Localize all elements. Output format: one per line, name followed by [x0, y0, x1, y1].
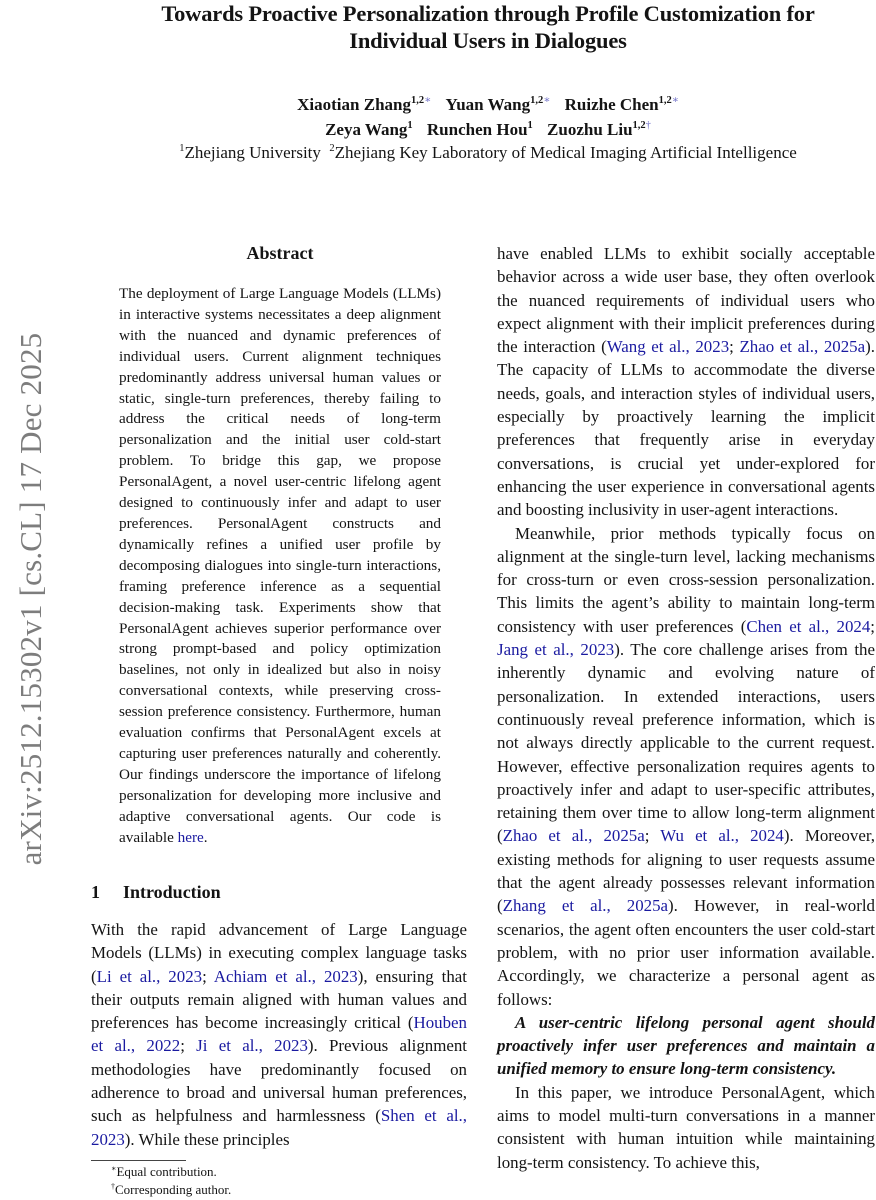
text-run: ; — [202, 966, 214, 986]
affil-sup: 1 — [179, 143, 185, 154]
affil-number: 1,2 — [530, 95, 544, 106]
footnote — [111, 1181, 451, 1199]
citation-link[interactable]: Shen et al., 2023 — [91, 1106, 467, 1149]
footnote-text: Equal contribution. — [116, 1164, 217, 1179]
section-title: Introduction — [123, 882, 221, 902]
author-name: Zeya Wang — [325, 120, 408, 139]
citation-link[interactable]: Wang et al., 2023 — [606, 337, 730, 357]
text-run: Meanwhile, prior methods typically focus on alignment at the single-turn level, lacking mechanisms for cross-turn or even cross-session personalization. This limits the agent’s ability to maintain long-term consistency with user preferences ( — [497, 523, 875, 636]
agent-definition-claim: A user-centric lifelong personal agent should proactively infer user preferences and maintain a unified memory to ensure long-term consistency. — [497, 1012, 875, 1079]
code-link[interactable]: here — [177, 828, 204, 846]
citation-link[interactable]: Li et al., 2023 — [96, 966, 203, 986]
author-affil-sup — [633, 120, 651, 131]
footnote-text: Corresponding author. — [115, 1182, 232, 1197]
author — [297, 95, 431, 114]
footnote-mark[interactable]: † — [645, 120, 651, 131]
author-name: Zuozhu Liu — [547, 120, 633, 139]
author-name: Runchen Hou — [426, 120, 528, 139]
author-name: Yuan Wang — [445, 95, 531, 114]
citation-link[interactable]: Zhang et al., 2025a — [502, 896, 669, 916]
text-run: ; — [729, 337, 740, 357]
section-number: 1 — [91, 882, 100, 902]
text-run: ). However, in real-world scenarios, the agent often encounters the user cold-start problem, with no prior user information available. Accordingly, we characterize a personal agent as follows: — [497, 896, 875, 1009]
text-run: ). The capacity of LLMs to accommodate the diverse needs, goals, and interaction styles of individual users, especially by proactively learning the implicit preferences that frequently arise in everyday conversations, is crucial yet under-explored for enhancing the user experience in conversational agents and boosting inclusivity in user-agent interactions. — [497, 337, 875, 520]
title-line-2: Individual Users in Dialogues — [349, 28, 627, 53]
citation-link[interactable]: Jang et al., 2023 — [497, 640, 615, 660]
author-affil-sup — [530, 95, 550, 106]
abstract-body — [119, 284, 441, 848]
author — [446, 95, 551, 114]
footnote-mark[interactable]: ∗ — [424, 95, 432, 106]
text-run: ). Previous alignment methodologies have predominantly focused on adherence to broad and universal human preferences, such as helpfulness and harmlessness ( — [91, 1036, 467, 1126]
intro-paragraph-3: In this paper, we introduce PersonalAgent, which aims to model multi-turn conversations in a manner consistent with human intuition while maintaining long-term consistency. To achieve this, — [497, 1082, 875, 1172]
section-heading — [91, 880, 467, 904]
arxiv-stamp: arXiv:2512.15302v1 [cs.CL] 17 Dec 2025 — [13, 332, 48, 866]
author-row-1 — [100, 92, 876, 117]
citation-link[interactable]: Chen et al., 2024 — [746, 616, 871, 636]
author-affil-sup — [407, 120, 412, 131]
affil-number: 1 — [407, 120, 413, 131]
title-line-1: Towards Proactive Personalization through Profile Customization for — [161, 1, 815, 26]
affil-number: 1,2 — [410, 95, 425, 106]
text-run: With the rapid advancement of Large Language Models (LLMs) in executing complex language tasks ( — [91, 920, 467, 986]
text-run: ; — [180, 1036, 197, 1056]
affiliations — [100, 141, 876, 165]
footnotes — [111, 1163, 451, 1199]
text-run: ). The core challenge arises from the inherently dynamic and evolving nature of personalization. In extended interactions, users continuously reveal preference information, which is not always directly applicable to the current request. However, effective personalization requires agents to proactively infer and adapt to user-specific attributes, retaining them over time to allow long-term alignment ( — [497, 640, 875, 846]
footnote-mark[interactable]: ∗ — [543, 95, 551, 106]
affil-number: 1 — [527, 120, 533, 131]
author-name: Ruizhe Chen — [564, 95, 659, 114]
author — [565, 95, 679, 114]
footnote-divider — [91, 1160, 186, 1161]
author-list — [100, 92, 876, 142]
author — [547, 120, 651, 139]
citation-link[interactable]: Houben et al., 2022 — [91, 1013, 467, 1056]
footnote-mark: ∗ — [111, 1164, 117, 1173]
text-run: ). Moreover, existing methods for aligning to user requests assume that the agent already possesses relevant information ( — [497, 826, 875, 916]
intro-paragraph-1-continued — [497, 242, 875, 522]
abstract-end: . — [203, 828, 208, 846]
text-run: ; — [644, 826, 661, 846]
citation-link[interactable]: Wu et al., 2024 — [660, 826, 784, 846]
introduction-right-column — [497, 242, 875, 1174]
footnote — [111, 1163, 451, 1181]
author-affil-sup — [528, 120, 533, 131]
author — [325, 120, 413, 139]
text-run: ), ensuring that their outputs remain aligned with human values and preferences has become increasingly critical ( — [91, 966, 467, 1033]
text-run: have enabled LLMs to exhibit socially acceptable behavior across a wide user base, they often overlook the nuanced requirements of individual users who expect alignment with their implicit preferences during the interaction ( — [497, 244, 875, 357]
author — [427, 120, 533, 139]
author-affil-sup — [659, 95, 679, 106]
intro-paragraph-1 — [91, 918, 467, 1151]
affiliation-name: Zhejiang University — [184, 143, 321, 162]
affil-number: 1,2 — [632, 120, 646, 131]
affiliation-name: Zhejiang Key Laboratory of Medical Imaging Artificial Intelligence — [334, 143, 797, 162]
introduction-left-column — [91, 880, 467, 1151]
author-row-2 — [100, 117, 876, 142]
affil-sup: 2 — [329, 143, 335, 154]
author-affil-sup — [411, 95, 431, 106]
footnote-mark: † — [111, 1182, 115, 1191]
citation-link[interactable]: Ji et al., 2023 — [196, 1036, 308, 1056]
abstract-text: The deployment of Large Language Models (LLMs) in interactive systems necessitates a deep alignment with the nuanced and dynamic preferences of individual users. Current alignment techniques predominantly address universal human values or static, single-turn preferences, thereby failing to address the critical needs of long-term personalization and the initial user cold-start problem. To bridge this gap, we propose PersonalAgent, a novel user-centric lifelong agent designed to continuously infer and adapt to user preferences. PersonalAgent constructs and dynamically refines a unified user profile by decomposing dialogues into single-turn interactions, framing preference inference as a sequential decision-making task. Experiments show that PersonalAgent achieves superior performance over strong prompt-based and policy optimization baselines, not only in idealized but also in noisy conversational contexts, while preserving cross-session preference consistency. Furthermore, human evaluation confirms that PersonalAgent excels at capturing user preferences naturally and coherently. Our findings underscore the importance of lifelong personalization for developing more inclusive and adaptive conversational agents. Our code is available — [119, 285, 441, 846]
text-run: ). While these principles — [124, 1129, 290, 1149]
text-run: ; — [870, 616, 875, 636]
affil-number: 1,2 — [658, 95, 672, 106]
footnote-mark[interactable]: ∗ — [671, 95, 679, 106]
author-name: Xiaotian Zhang — [297, 95, 411, 114]
abstract-heading: Abstract — [246, 243, 314, 263]
citation-link[interactable]: Achiam et al., 2023 — [213, 966, 358, 986]
paper-title — [100, 0, 876, 54]
citation-link[interactable]: Zhao et al., 2025a — [502, 826, 645, 846]
intro-paragraph-2 — [497, 522, 875, 1011]
abstract-section — [119, 240, 441, 848]
citation-link[interactable]: Zhao et al., 2025a — [739, 337, 866, 357]
